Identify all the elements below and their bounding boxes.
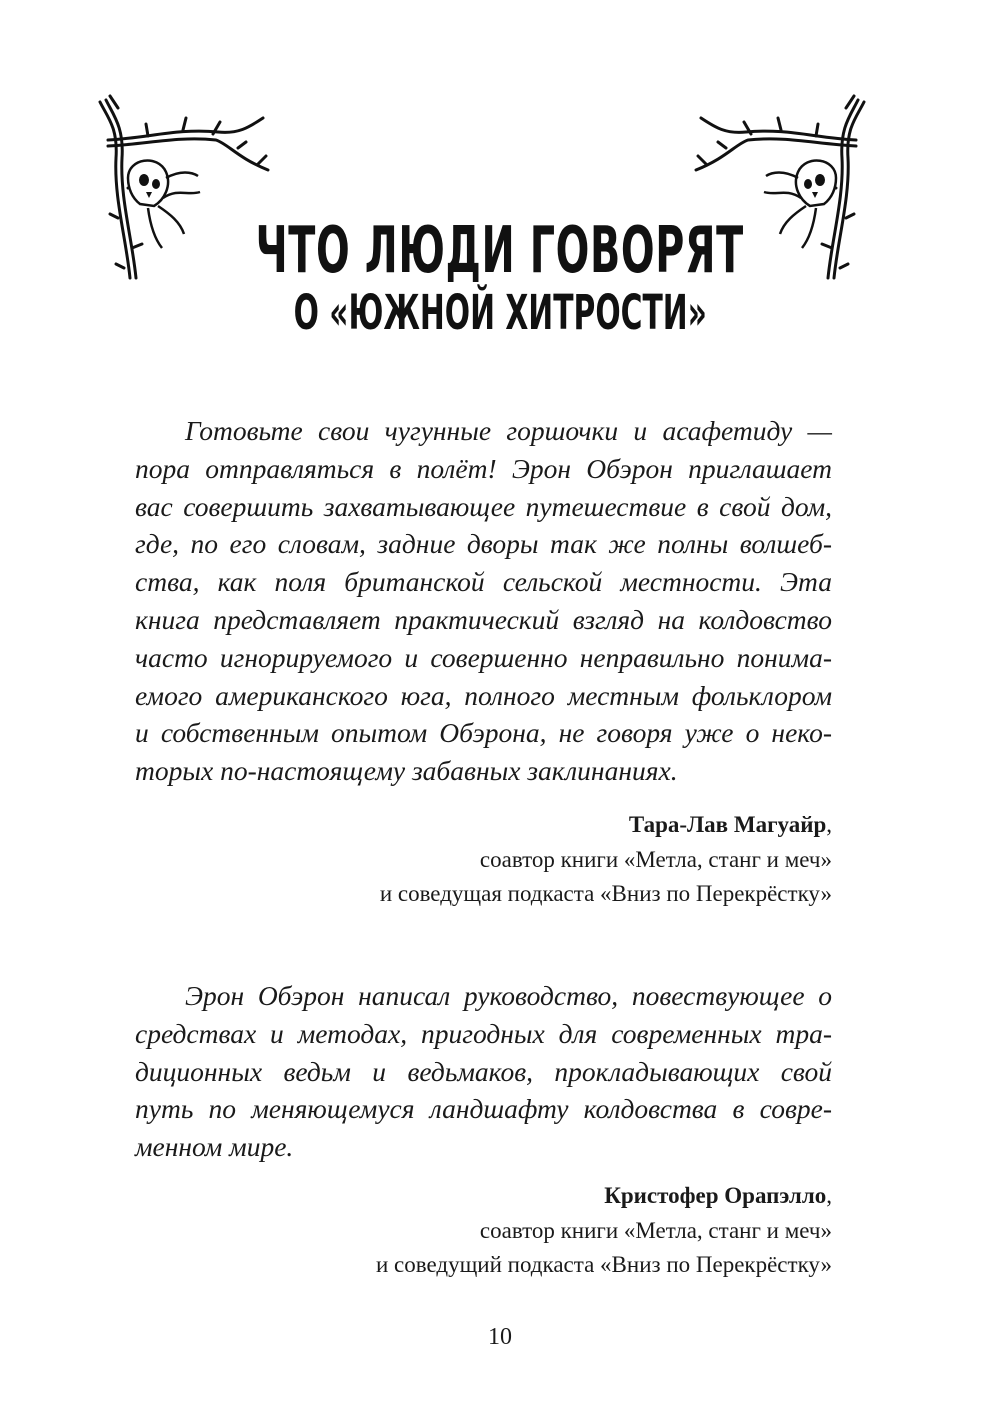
quote-line: диционных ведьм и ведьмаков, прокладывающих свой [135,1055,832,1087]
attribution-2 [376,1179,832,1283]
quote-line: часто игнорируемого и совершенно неправильно понима- [135,641,832,673]
quote-line: где, по его словам, задние дворы так же полны волшеб- [135,528,832,560]
quote-line: пора отправляться в полёт! Эрон Обэрон приглашает [135,452,832,484]
author-role: и соведущая подкаста «Вниз по Перекрёстку» [379,881,832,906]
quote-line: средствах и методах, пригодных для современных тра- [135,1017,832,1049]
author-name: Кристофер Орапэлло [604,1183,827,1208]
testimonial-quote-1 [135,412,832,790]
quote-line: путь по меняющемуся ландшафту колдовства в совре- [135,1093,832,1125]
author-role: и соведущий подкаста «Вниз по Перекрёстку» [375,1252,832,1277]
author-name: Тара-Лав Магуайр [628,812,827,837]
attribution-1 [380,808,832,912]
quote-line: Готовьте свои чугунные горшочки и асафетиду — [185,415,832,446]
page-subtitle [0,285,1000,341]
title-line-2: О «ЮЖНОЙ ХИТРОСТИ» [293,285,707,341]
quote-line: Эрон Обэрон написал руководство, повествующее о [185,980,832,1011]
author-role: соавтор книги «Метла, станг и меч» [479,1217,832,1243]
quote-line: и собственным опытом Обэрона, не говоря уже о неко- [135,717,832,749]
page-title [0,214,1000,288]
page-number: 10 [488,1324,512,1350]
title-line-1: ЧТО ЛЮДИ ГОВОРЯТ [255,214,745,288]
author-suffix: , [826,812,832,837]
testimonial-quote-2 [135,977,832,1166]
author-suffix: , [826,1183,832,1208]
quote-line: емого американского юга, полного местным фольклором [135,679,832,711]
quote-line: ства, как поля британской сельской местности. Эта [135,566,832,598]
quote-line: книга представляет практический взгляд на колдовство [135,603,832,635]
quote-line: вас совершить захватывающее путешествие в свой дом, [135,490,832,522]
quote-line: торых по-настоящему забавных заклинаниях. [135,755,678,787]
quote-line: менном мире. [135,1131,294,1163]
author-role: соавтор книги «Метла, станг и меч» [479,846,832,872]
